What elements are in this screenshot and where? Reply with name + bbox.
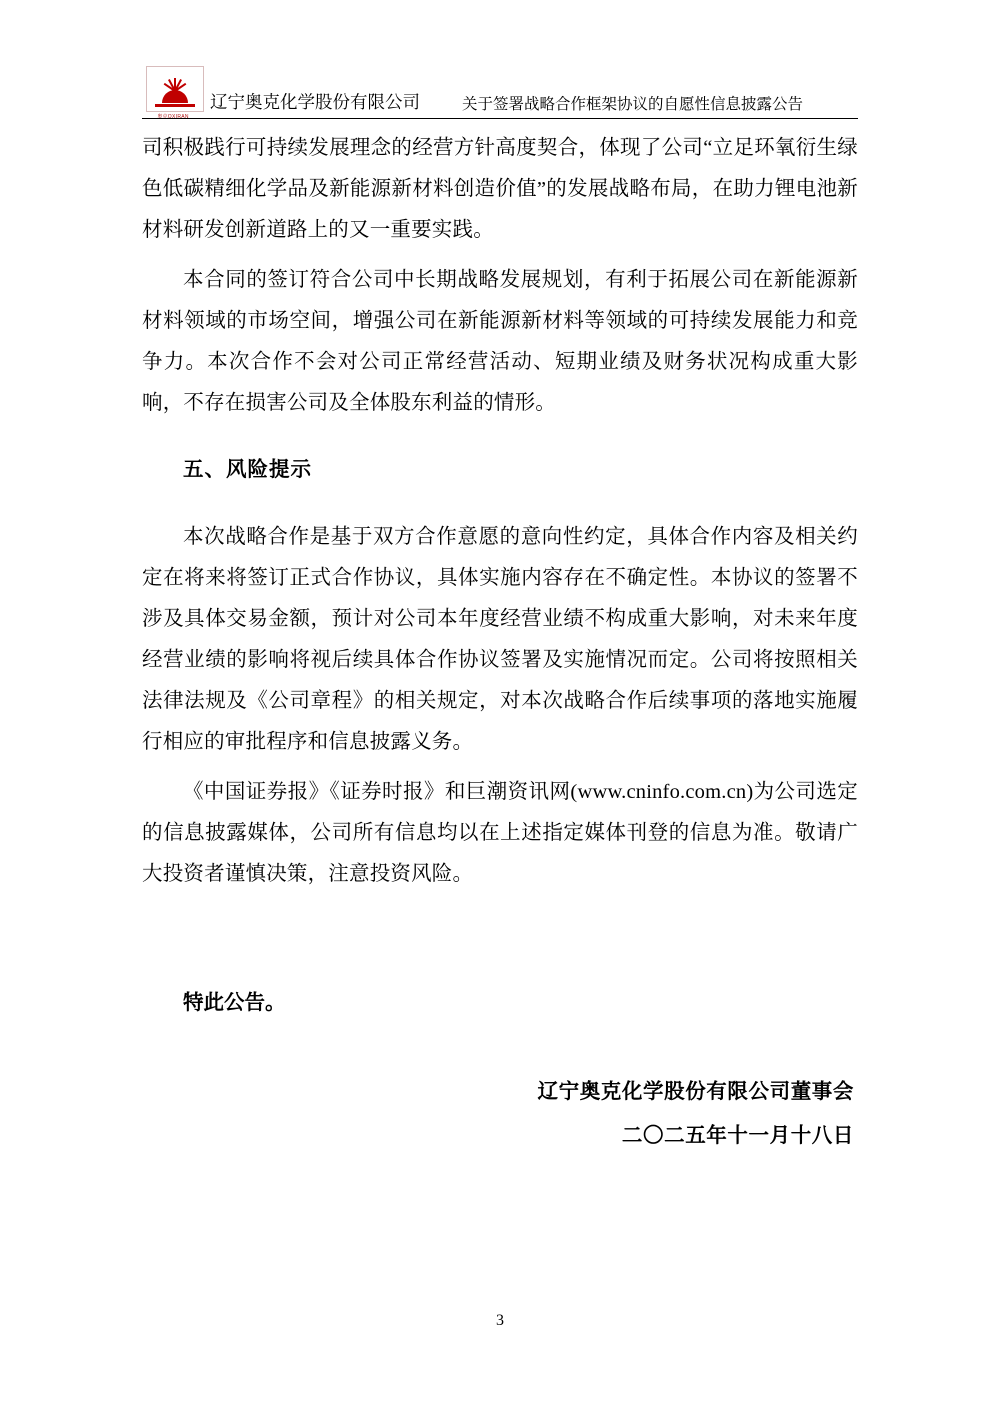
header-row bbox=[142, 60, 858, 118]
paragraph-4: 《中国证券报》《证券时报》和巨潮资讯网(www.cninfo.com.cn)为公司选定的信息披露媒体，公司所有信息均以在上述指定媒体刊登的信息为准。敬请广大投资者谨慎决策，注意投资风险。 bbox=[142, 781, 858, 885]
paragraph-3: 本次战略合作是基于双方合作意愿的意向性约定，具体合作内容及相关约定在将来将签订正式合作协议，具体实施内容存在不确定性。本协议的签署不涉及具体交易金额，预计对公司本年度经营业绩不构成重大影响，对未来年度经营业绩的影响将视后续具体合作协议签署及实施情况而定。公司将按照相关法律法规及《公司章程》的相关规定，对本次战略合作后续事项的落地实施履行相应的审批程序和信息披露义务。 bbox=[142, 526, 858, 753]
header-divider bbox=[142, 118, 858, 119]
header-document-title: 关于签署战略合作框架协议的自愿性信息披露公告 bbox=[462, 94, 804, 113]
page-header bbox=[142, 60, 858, 122]
paragraph-continued: 司积极践行可持续发展理念的经营方针高度契合，体现了公司“立足环氧衍生绿色低碳精细化学品及新能源新材料创造价值”的发展战略布局，在助力锂电池新材料研发创新道路上的又一重要实践。 bbox=[142, 137, 858, 241]
signature-date: 二〇二五年十一月十八日 bbox=[621, 1125, 854, 1147]
signature-block bbox=[142, 1070, 858, 1158]
logo-caption: 奥克OXIRAN bbox=[157, 114, 189, 120]
page-number: 3 bbox=[496, 1312, 504, 1329]
signature-entity: 辽宁奥克化学股份有限公司董事会 bbox=[537, 1081, 854, 1103]
paragraph-2: 本合同的签订符合公司中长期战略发展规划，有利于拓展公司在新能源新材料领域的市场空间，增强公司在新能源新材料等领域的可持续发展能力和竞争力。本次合作不会对公司正常经营活动、短期业绩及财务状况构成重大影响，不存在损害公司及全体股东利益的情形。 bbox=[142, 269, 858, 414]
header-company-name: 辽宁奥克化学股份有限公司 bbox=[210, 92, 420, 113]
notice-text: 特此公告。 bbox=[183, 992, 286, 1014]
company-logo-icon bbox=[142, 66, 204, 118]
section-heading-risk: 五、风险提示 bbox=[183, 459, 312, 481]
document-content bbox=[142, 128, 858, 1158]
